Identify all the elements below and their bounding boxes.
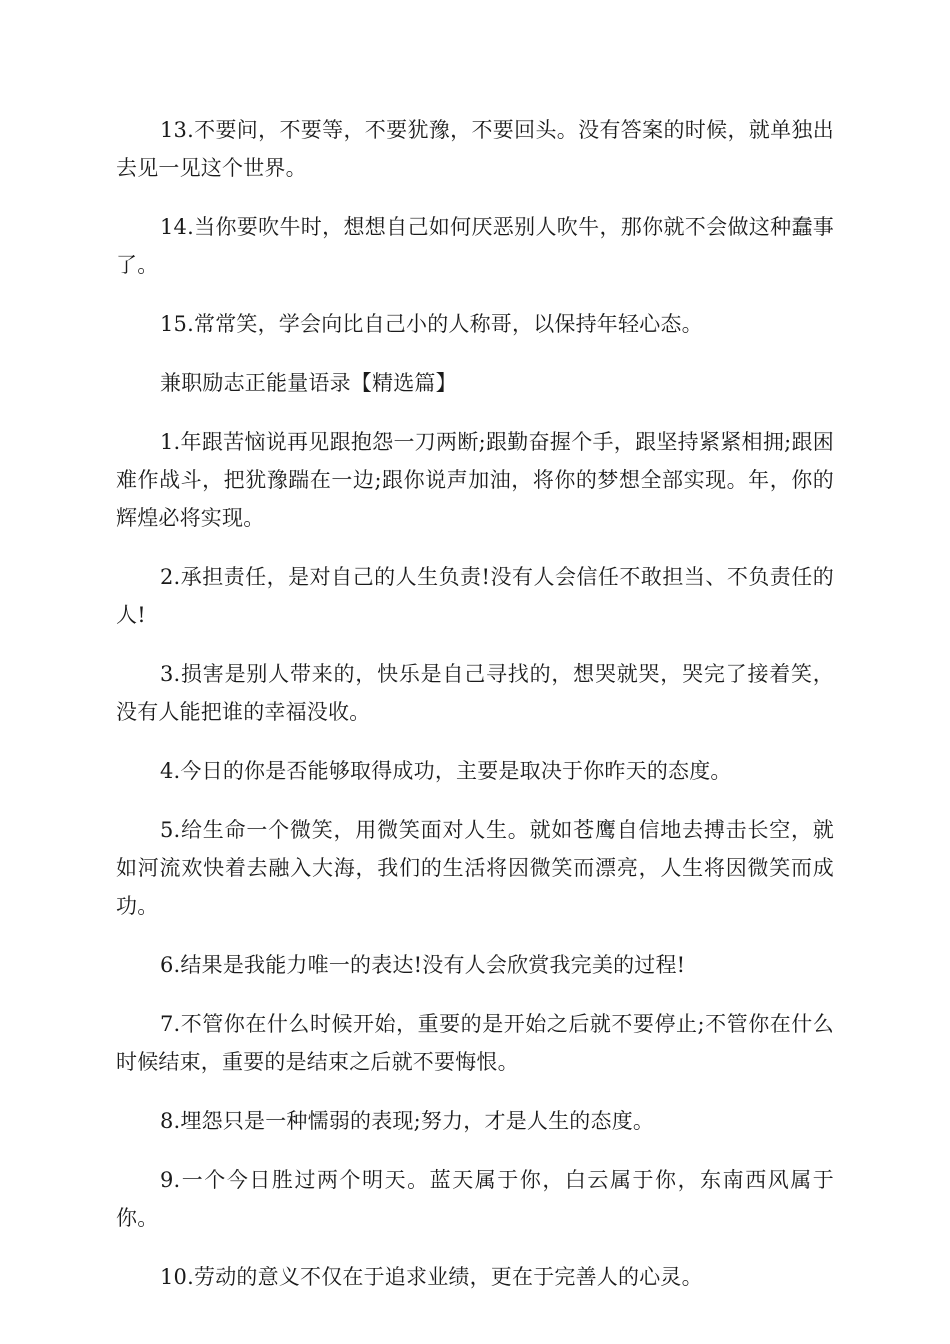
paragraph-7: 7.不管你在什么时候开始，重要的是开始之后就不要停止;不管你在什么时候结束，重要的是结束之后就不要悔恨。 [116,1012,834,1074]
paragraph-1: 1.年跟苦恼说再见跟抱怨一刀两断;跟勤奋握个手，跟坚持紧紧相拥;跟困难作战斗，把犹豫踹在一边;跟你说声加油，将你的梦想全部实现。年，你的辉煌必将实现。 [116,430,834,530]
paragraph-4: 4.今日的你是否能够取得成功，主要是取决于你昨天的态度。 [160,759,732,783]
paragraph-10: 10.劳动的意义不仅在于追求业绩，更在于完善人的心灵。 [160,1265,703,1289]
paragraph-9: 9.一个今日胜过两个明天。蓝天属于你，白云属于你，东南西风属于你。 [116,1168,834,1230]
paragraph-5: 5.给生命一个微笑，用微笑面对人生。就如苍鹰自信地去搏击长空，就如河流欢快着去融入大海，我们的生活将因微笑而漂亮，人生将因微笑而成功。 [116,818,834,918]
paragraph-14: 14.当你要吹牛时，想想自己如何厌恶别人吹牛，那你就不会做这种蠢事了。 [116,215,834,277]
paragraph-6: 6.结果是我能力唯一的表达!没有人会欣赏我完美的过程! [160,953,686,977]
paragraph-8: 8.埋怨只是一种懦弱的表现;努力，才是人生的态度。 [160,1109,655,1133]
paragraph-2: 2.承担责任，是对自己的人生负责!没有人会信任不敢担当、不负责任的人! [116,565,834,627]
section-heading: 兼职励志正能量语录【精选篇】 [160,371,457,395]
paragraph-3: 3.损害是别人带来的，快乐是自己寻找的，想哭就哭，哭完了接着笑，没有人能把谁的幸福没收。 [116,662,834,724]
paragraph-15: 15.常常笑，学会向比自己小的人称哥，以保持年轻心态。 [160,312,703,336]
paragraph-13: 13.不要问，不要等，不要犹豫，不要回头。没有答案的时候，就单独出去见一见这个世界。 [116,118,834,180]
